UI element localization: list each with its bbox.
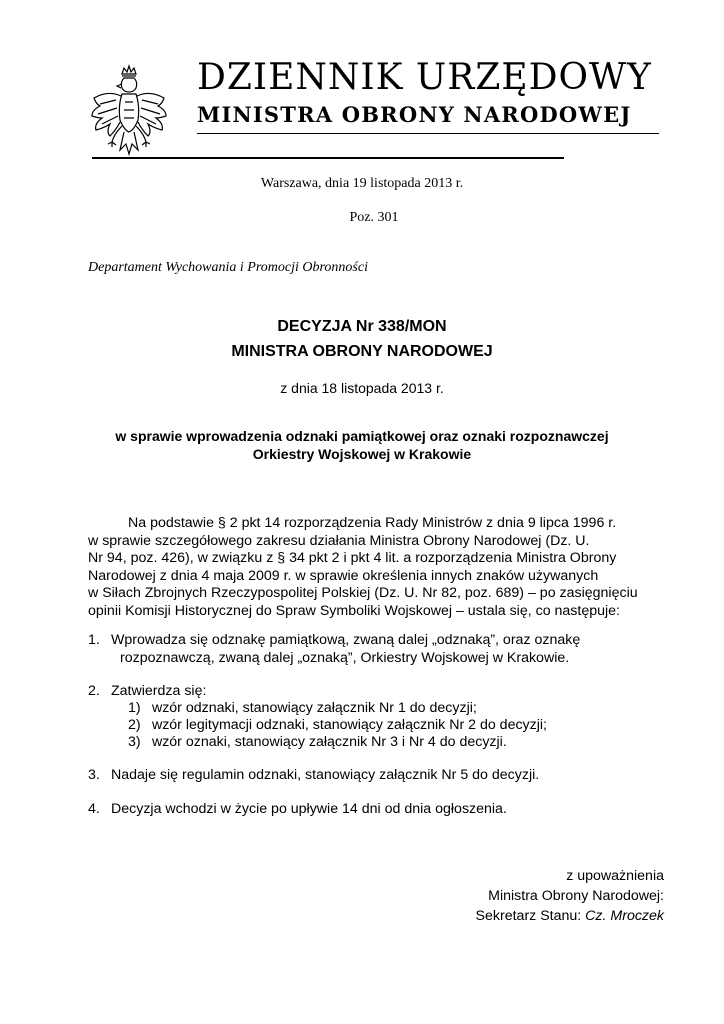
sub-item-number: 2) <box>128 717 141 733</box>
sub-item-text: wzór legitymacji odznaki, stanowiący załącznik Nr 2 do decyzji; <box>151 717 547 733</box>
intro-line: Nr 94, poz. 426), w związku z § 34 pkt 2 i pkt 4 lit. a rozporządzenia Ministra Obrony <box>88 550 617 567</box>
sub-item-number: 3) <box>128 734 141 750</box>
masthead-rule <box>197 133 659 134</box>
masthead-subtitle: MINISTRA OBRONY NARODOWEJ <box>197 102 632 127</box>
decision-ministry: MINISTRA OBRONY NARODOWEJ <box>231 343 493 360</box>
department-name: Departament Wychowania i Promocji Obronności <box>88 260 368 275</box>
item-number: 1. <box>88 632 100 648</box>
sub-item-number: 1) <box>128 700 141 716</box>
signature-name-line <box>476 906 664 926</box>
place-date: Warszawa, dnia 19 listopada 2013 r. <box>260 176 464 191</box>
item-number: 2. <box>88 683 100 699</box>
intro-line: Na podstawie § 2 pkt 14 rozporządzenia Rady Ministrów z dnia 9 lipca 1996 r. <box>128 515 617 531</box>
subject-line-1: w sprawie wprowadzenia odznaki pamiątkowej oraz oznaki rozpoznawczej <box>115 428 609 444</box>
sub-item <box>128 734 507 752</box>
signature-block <box>476 866 664 926</box>
signature-role: Sekretarz Stanu: <box>475 908 586 924</box>
list-item-4 <box>88 801 678 819</box>
sub-item <box>128 700 477 718</box>
item-number: 4. <box>88 801 100 817</box>
signature-name: Cz. Mroczek <box>585 908 664 924</box>
polish-eagle-emblem-icon <box>86 64 172 164</box>
decision-title: DECYZJA Nr 338/MON <box>277 318 447 335</box>
item-text: Decyzja wchodzi w życie po upływie 14 dni od dnia ogłoszenia. <box>111 801 507 817</box>
item-number: 3. <box>88 767 100 783</box>
intro-line: opinii Komisji Historycznej do Spraw Symboliki Wojskowej – ustala się, co następuje: <box>88 602 620 619</box>
signature-ministry: Ministra Obrony Narodowej: <box>488 888 664 904</box>
position-number: Poz. 301 <box>349 210 399 225</box>
item-text: Wprowadza się odznakę pamiątkową, zwaną dalej „odznaką”, oraz oznakę <box>111 632 581 648</box>
sub-item-text: wzór odznaki, stanowiący załącznik Nr 1 do decyzji; <box>151 700 477 716</box>
decision-subject <box>0 427 724 463</box>
item-text: Zatwierdza się: <box>111 683 207 699</box>
sub-item <box>128 717 547 735</box>
intro-line: Narodowej z dnia 4 maja 2009 r. w sprawie określenia innych znaków używanych <box>88 567 599 584</box>
decision-date: z dnia 18 listopada 2013 r. <box>280 380 444 396</box>
subject-line-2: Orkiestry Wojskowej w Krakowie <box>252 446 472 462</box>
list-item-3 <box>88 767 678 785</box>
signature-authority: z upoważnienia <box>566 868 664 884</box>
masthead-title: DZIENNIK URZĘDOWY <box>197 57 652 98</box>
intro-line: w Siłach Zbrojnych Rzeczypospolitej Polskiej (Dz. U. Nr 82, poz. 689) – po zasięgnięciu <box>88 585 638 602</box>
item-text-continued: rozpoznawczą, zwaną dalej „oznaką”, Orkiestry Wojskowej w Krakowie. <box>120 649 570 666</box>
list-item-1 <box>88 632 678 667</box>
intro-paragraph <box>88 515 665 621</box>
list-item-2 <box>88 683 678 701</box>
sub-item-text: wzór oznaki, stanowiący załącznik Nr 3 i Nr 4 do decyzji. <box>151 734 507 750</box>
header-divider <box>92 157 564 159</box>
item-text: Nadaje się regulamin odznaki, stanowiący załącznik Nr 5 do decyzji. <box>111 767 540 783</box>
intro-line: w sprawie szczegółowego zakresu działania Ministra Obrony Narodowej (Dz. U. <box>88 532 590 549</box>
